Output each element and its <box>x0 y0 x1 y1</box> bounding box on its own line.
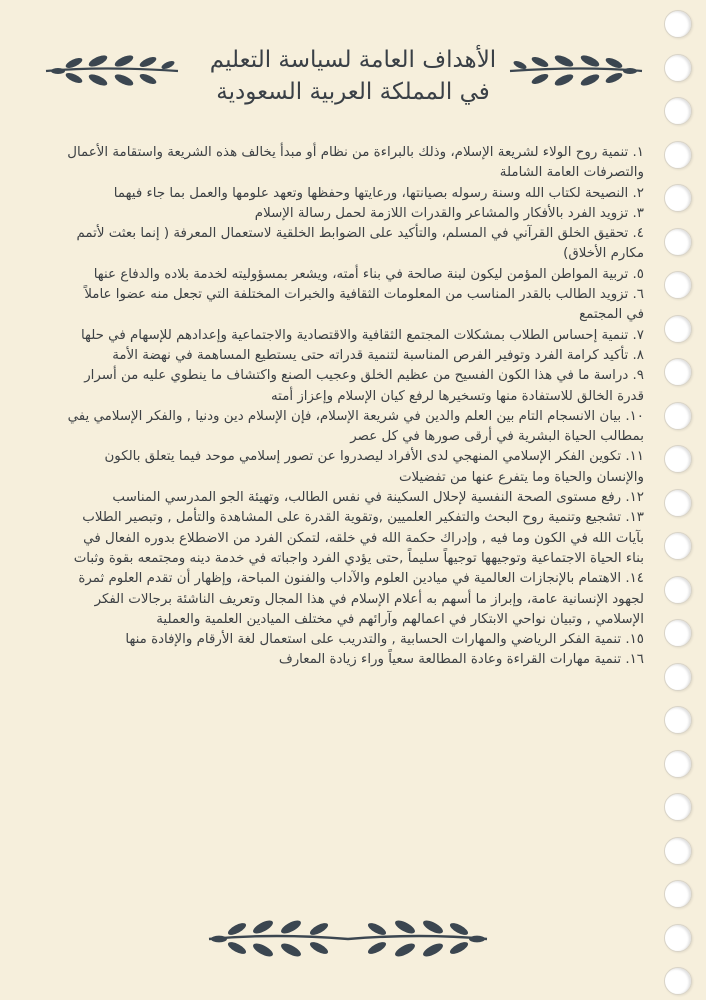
binding-ring-icon <box>664 141 692 169</box>
binding-ring-icon <box>664 576 692 604</box>
list-item: ٣. تزويد الفرد بالأفكار والمشاعر والقدرات اللازمة لحمل رسالة الإسلام <box>254 205 644 221</box>
list-item: ٧. تنمية إحساس الطلاب بمشكلات المجتمع الثقافية والاقتصادية والاجتماعية وإعدادهم للإسهام في حلها <box>80 327 644 343</box>
list-item: ٩. دراسة ما في هذا الكون الفسيح من عظيم الخلق وعجيب الصنع واكتشاف ما ينطوي عليه من أسرار قدرة الخالق للاستفادة منها وتسخيرها لرفع كيان الإسلام وإعزاز أمته <box>84 368 644 404</box>
binding-ring-icon <box>664 10 692 38</box>
binding-ring-icon <box>664 402 692 430</box>
binding-ring-icon <box>664 489 692 517</box>
list-item: ١. تنمية روح الولاء لشريعة الإسلام، وذلك بالبراءة من نظام أو مبدأ يخالف هذه الشريعة واستقامة الأعمال والتصرفات العامة الشاملة <box>67 145 644 181</box>
binding-ring-icon <box>664 924 692 952</box>
branch-ornament-bottom-icon <box>205 917 491 957</box>
binding-ring-icon <box>664 663 692 691</box>
binding-ring-icon <box>664 184 692 212</box>
binding-ring-icon <box>664 54 692 82</box>
list-item: ١٣. تشجيع وتنمية روح البحث والتفكير العلميين ,وتقوية القدرة على المشاهدة والتأمل , وتبصير الطلاب بآيات الله في الكون وما فيه , وإدراك حكمة الله في خلقه، لتمكن الفرد من الاضطلاع بدوره الفعال في بناء الحياة الاجتماعية وتوجيهها توجيهاً سليماً ,حتى يؤدي الفرد واجباته في خدمة دينه ومجتمعه بقوة وثبات <box>73 510 644 566</box>
list-item: ٢. النصيحة لكتاب الله وسنة رسوله بصيانتها، ورعايتها وحفظها وتعهد علومها والعمل بما جاء فيهما <box>113 185 644 201</box>
title-line-1: الأهداف العامة لسياسة التعليم <box>209 47 497 73</box>
binding-ring-icon <box>664 967 692 995</box>
binding-ring-icon <box>664 358 692 386</box>
list-item: ١٢. رفع مستوى الصحة النفسية لإحلال السكينة في نفس الطالب، وتهيئة الجو المدرسي المناسب <box>112 490 644 506</box>
binding-ring-icon <box>664 271 692 299</box>
list-item: ١٦. تنمية مهارات القراءة وعادة المطالعة سعياً وراء زيادة المعارف <box>278 652 644 668</box>
list-item: ٤. تحقيق الخلق القرآني في المسلم، والتأكيد على الضوابط الخلقية لاستعمال المعرفة ( إنما بعثت لأتمم مكارم الأخلاق) <box>76 226 644 262</box>
binding-ring-icon <box>664 880 692 908</box>
binding-ring-icon <box>664 445 692 473</box>
binding-ring-icon <box>664 837 692 865</box>
list-item: ١٥. تنمية الفكر الرياضي والمهارات الحسابية , والتدريب على استعمال لغة الأرقام والإفادة منها <box>125 632 644 648</box>
list-item: ١١. تكوين الفكر الإسلامي المنهجي لدى الأفراد ليصدروا عن تصور إسلامي موحد فيما يتعلق بالكون والإنسان والحياة وما يتفرع عنها من تفضيلات <box>104 449 644 485</box>
page-title <box>170 44 536 108</box>
branch-ornament-left-icon <box>44 54 180 86</box>
objectives-list <box>66 143 644 671</box>
binding-ring-icon <box>664 97 692 125</box>
binding-ring-icon <box>664 532 692 560</box>
binding-ring-icon <box>664 315 692 343</box>
binding-ring-icon <box>664 619 692 647</box>
list-item: ٥. تربية المواطن المؤمن ليكون لبنة صالحة في بناء أمته، ويشعر بمسؤوليته لخدمة بلاده والدفاع عنها <box>93 266 644 282</box>
binding-ring-icon <box>664 750 692 778</box>
list-item: ١٤. الاهتمام بالإنجازات العالمية في ميادين العلوم والآداب والفنون المباحة، وإظهار أن تقدم العلوم ثمرة لجهود الإنسانية عامة، وإبراز ما أسهم به أعلام الإسلام في هذا المجال وتعريف الناشئة برجالات الفكر الإسلامي , وتبيان نواحي الابتكار في اعمالهم وآرائهم في مختلف الميادين العلمية والعملية <box>78 571 644 627</box>
list-item: ١٠. بيان الانسجام التام بين العلم والدين في شريعة الإسلام، فإن الإسلام دين ودنيا , والفكر الإسلامي يفي بمطالب الحياة البشرية في أرقى صورها في كل عصر <box>67 408 644 445</box>
list-item: ٦. تزويد الطالب بالقدر المناسب من المعلومات الثقافية والخبرات المختلفة التي تجعل منه عضوا عاملاً في المجتمع <box>84 287 644 323</box>
binding-ring-icon <box>664 706 692 734</box>
title-line-2: في المملكة العربية السعودية <box>216 79 490 105</box>
binding-ring-icon <box>664 793 692 821</box>
list-item: ٨. تأكيد كرامة الفرد وتوفير الفرص المناسبة لتنمية قدراته حتى يستطيع المساهمة في نهضة الأمة <box>112 347 644 363</box>
binding-ring-icon <box>664 228 692 256</box>
spiral-binding <box>646 0 706 1000</box>
